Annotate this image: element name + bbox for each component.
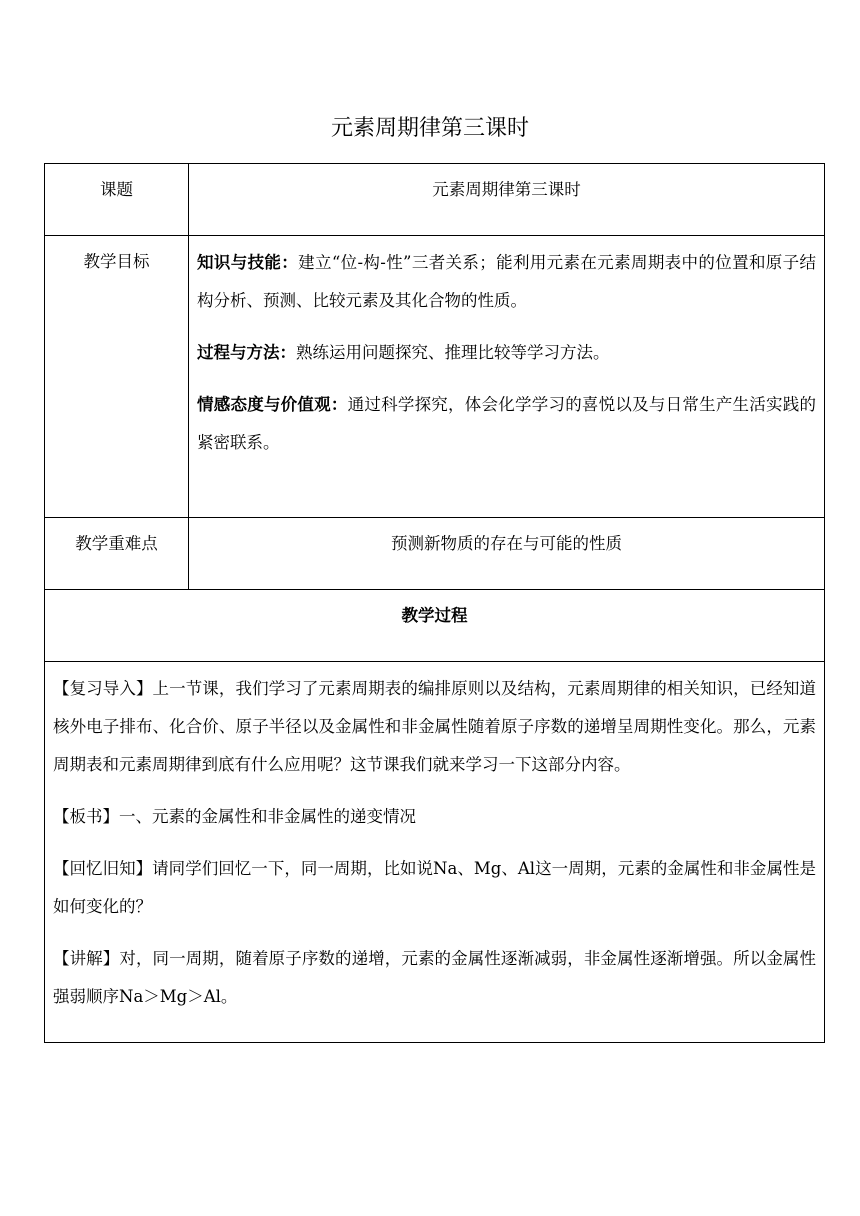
paragraph-board: 【板书】一、元素的金属性和非金属性的递变情况 xyxy=(53,807,416,826)
key-points-label: 教学重难点 xyxy=(45,518,189,590)
goals-row xyxy=(45,236,825,518)
goal-knowledge xyxy=(197,244,816,320)
goal-emotion xyxy=(197,386,816,462)
paragraph-recall: 【回忆旧知】请同学们回忆一下，同一周期，比如说Na、Mg、Al这一周期，元素的金属性和非金属性是如何变化的？ xyxy=(53,859,816,916)
process-heading: 教学过程 xyxy=(45,590,825,662)
key-points-row xyxy=(45,518,825,590)
topic-value: 元素周期律第三课时 xyxy=(189,164,825,236)
goal-knowledge-head: 知识与技能： xyxy=(197,253,299,272)
process-content-row xyxy=(45,662,825,1043)
goal-emotion-text: 通过科学探究，体会化学学习的喜悦以及与日常生产生活实践的紧密联系。 xyxy=(197,395,817,452)
goal-knowledge-text: 建立“位-构-性”三者关系；能利用元素在元素周期表中的位置和原子结构分析、预测、比较元素及其化合物的性质。 xyxy=(197,253,817,310)
goals-label: 教学目标 xyxy=(45,236,189,518)
topic-row xyxy=(45,164,825,236)
lesson-plan-table xyxy=(44,163,825,1043)
process-content xyxy=(45,662,825,1043)
goal-process-head: 过程与方法： xyxy=(197,343,296,362)
document-title: 元素周期律第三课时 xyxy=(330,116,529,141)
key-points-value: 预测新物质的存在与可能的性质 xyxy=(189,518,825,590)
goal-process-text: 熟练运用问题探究、推理比较等学习方法。 xyxy=(296,343,610,362)
goal-process xyxy=(197,334,816,372)
paragraph-explain: 【讲解】对，同一周期，随着原子序数的递增，元素的金属性逐渐减弱，非金属性逐渐增强。所以金属性强弱顺序Na＞Mg＞Al。 xyxy=(53,949,816,1006)
goals-cell xyxy=(189,236,825,518)
goal-emotion-head: 情感态度与价值观： xyxy=(197,395,348,414)
topic-label: 课题 xyxy=(45,164,189,236)
paragraph-review: 【复习导入】上一节课，我们学习了元素周期表的编排原则以及结构，元素周期律的相关知识，已经知道核外电子排布、化合价、原子半径以及金属性和非金属性随着原子序数的递增呈周期性变化。那么，元素周期表和元素周期律到底有什么应用呢？这节课我们就来学习一下这部分内容。 xyxy=(53,679,816,774)
process-heading-row xyxy=(45,590,825,662)
